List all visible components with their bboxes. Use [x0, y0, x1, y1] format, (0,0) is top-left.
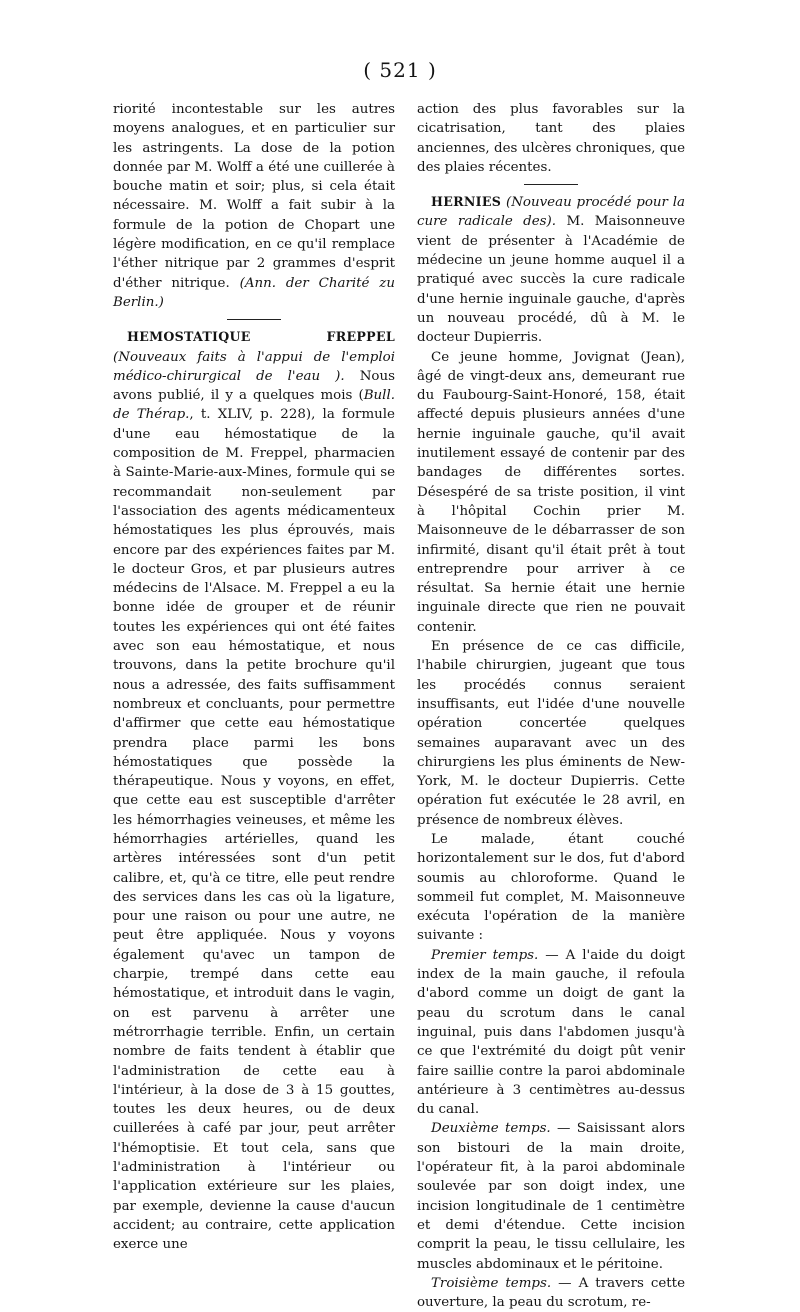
paragraph [417, 1274, 685, 1312]
paragraph-text: riorité incontestable sur les autres moyens analogues, et en particulier sur les astringents. La dose de la potion donnée par M. Wolff a été une cuillerée à bouche matin et soir; plus, si cela était nécessaire. M. Wolff a fait subir à la formule de la potion de Chopart une légère modification, en ce qu'il remplace l'éther nitrique par 2 grammes d'esprit d'éther nitrique. [113, 102, 395, 291]
paragraph [417, 100, 685, 177]
paragraph-text: Ce jeune homme, Jovignat (Jean), âgé de vingt-deux ans, demeurant rue du Faubourg-Saint-Honoré, 158, était affecté depuis plusieurs années d'une hernie inguinale gauche, qu'il avait inutilement essayé de contenir par des bandages de différentes sortes. Désespéré de sa triste position, il vint à l'hôpital Cochin prier M. Maisonneuve de le débarrasser de son infirmité, disant qu'il était prêt à tout entreprendre pour arriver à ce résultat. Sa hernie était une hernie inguinale directe que rien ne pouvait contenir. [417, 349, 685, 635]
paragraph-text: — Saisissant alors son bistouri de la main droite, l'opérateur fit, à la paroi abdominale soulevée par son doigt index, une incision longitudinale de 1 centimètre et demi d'étendue. Cette incision comprit la peau, le tissu cellulaire, les muscles abdominaux et le péritoine. [417, 1121, 685, 1272]
paragraph [417, 946, 685, 1120]
section-subtitle: (Nouveaux faits à l'appui de l'emploi médico-chirurgical de l'eau ). [113, 349, 395, 384]
left-column [113, 100, 395, 1255]
step-label: Troisième temps. [431, 1275, 552, 1291]
step-label: Deuxième temps. [431, 1121, 551, 1137]
section-divider [524, 184, 578, 185]
paragraph-text: action des plus favorables sur la cicatrisation, tant des plaies anciennes, des ulcères chroniques, que des plaies récentes. [417, 102, 685, 175]
paragraph [417, 1119, 685, 1273]
paragraph [113, 100, 395, 312]
paragraph-text: — A l'aide du doigt index de la main gauche, il refoula d'abord comme un doigt de gant la peau du scrotum dans le canal inguinal, puis dans l'abdomen jusqu'à ce que l'extrémité du doigt pût venir faire saillie contre la paroi abdominale antérieure à 3 centimètres au-dessus du canal. [417, 947, 685, 1118]
paragraph-text: — A travers cette ouverture, la peau du scrotum, re- [417, 1275, 685, 1311]
page-number: ( 521 ) [363, 58, 437, 82]
step-label: Premier temps. [431, 947, 539, 963]
paragraph-text: M. Maisonneuve vient de présenter à l'Académie de médecine un jeune homme auquel il a pratiqué avec succès la cure radicale d'une hernie inguinale gauche, d'après un nouveau procédé, dû à M. le docteur Dupierris. [417, 214, 685, 346]
paragraph-text: , t. XLIV, p. 228), la formule d'une eau hémostatique de la composition de M. Freppel, pharmacien à Sainte-Marie-aux-Mines, formule qui se recommandait non-seulement par l'association des agents médicamenteux hémostatiques les plus éprouvés, mais encore par des expériences faites par M. le docteur Gros, et par plusieurs autres médecins de l'Alsace. M. Freppel a eu la bonne idée de grouper et de réunir toutes les expériences qui ont été faites avec son eau hémostatique, et nous trouvons, dans la petite brochure qu'il nous a adressée, des faits suffisamment nombreux et concluants, pour permettre d'affirmer que cette eau hémostatique prendra place parmi les bons hémostatiques que possède la thérapeutique. Nous y voyons, en effet, que cette eau est susceptible d'arrêter les hémorrhagies veineuses, et même les hémorrhagies artérielles, quand les artères intéressées sont d'un petit calibre, et, qu'à ce titre, elle peut rendre des services dans les cas où la ligature, pour une raison ou pour une autre, ne peut être appliquée. Nous y voyons également qu'avec un tampon de charpie, trempé dans cette eau hémostatique, et introduit dans le vagin, on est parvenu à arrêter une métrorrhagie terrible. Enfin, un certain nombre de faits tendent à établir que l'administration de cette eau à l'intérieur, à la dose de 3 à 15 gouttes, toutes les deux heures, ou de deux cuillerées à café par jour, peut arrêter l'hémoptisie. Et tout cela, sans que l'administration à l'intérieur ou l'application extérieure sur les plaies, par exemple, devienne la cause d'aucun accident; au contraire, cette application exerce une [113, 407, 395, 1253]
section-subtitle: (Nouveau procédé pour la cure radicale des). [417, 195, 685, 230]
section-heading: HERNIES [431, 194, 502, 210]
section-divider [227, 319, 281, 320]
paragraph-text: Le malade, étant couché horizontalement sur le dos, fut d'abord soumis au chloroforme. Quand le sommeil fut complet, M. Maisonneuve exécuta l'opération de la manière suivante : [417, 831, 685, 944]
paragraph-text: Nous avons publié, il y a quelques mois ( [113, 368, 395, 404]
paragraph [417, 348, 685, 637]
section-heading: HEMOSTATIQUE FREPPEL [127, 329, 395, 345]
paragraph [113, 327, 395, 1254]
paragraph [417, 192, 685, 347]
right-column [417, 100, 685, 1312]
citation: (Ann. der Charité zu Berlin.) [113, 275, 395, 310]
citation: Bull. de Thérap. [113, 388, 395, 423]
paragraph [417, 637, 685, 830]
paragraph [417, 830, 685, 946]
paragraph-text: En présence de ce cas difficile, l'habile chirurgien, jugeant que tous les procédés connus seraient insuffisants, eut l'idée d'une nouvelle opération concertée quelques semaines auparavant avec un des chirurgiens les plus éminents de New-York, M. le docteur Dupierris. Cette opération fut exécutée le 28 avril, en présence de nombreux élèves. [417, 639, 685, 828]
